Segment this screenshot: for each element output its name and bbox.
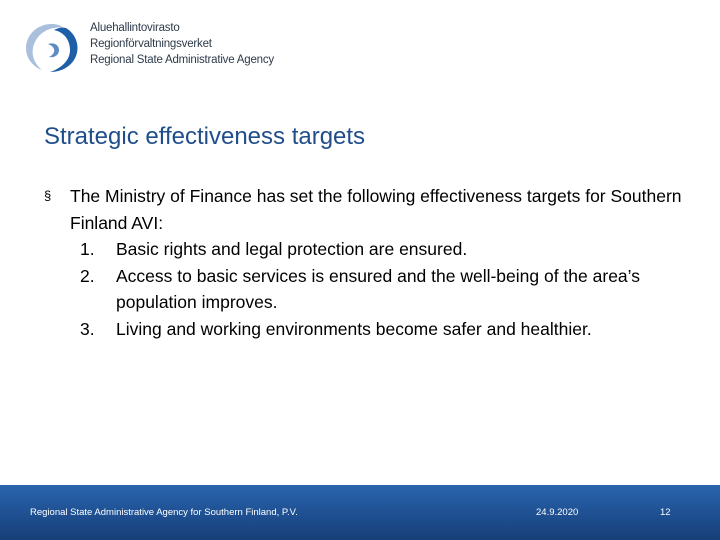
org-name-finnish: Aluehallintovirasto (90, 22, 180, 34)
org-name-swedish: Regionförvaltningsverket (90, 38, 212, 50)
list-item (80, 316, 694, 343)
slide-title: Strategic effectiveness targets (44, 123, 366, 150)
list-item-text: Living and working environments become safer and healthier. (116, 318, 592, 339)
footer-bar (0, 485, 720, 540)
list-item-text: Access to basic services is ensured and the well-being of the area’s population improves. (116, 265, 640, 312)
list-item-text: Basic rights and legal protection are ensured. (116, 239, 468, 259)
slide-body (44, 183, 694, 342)
list-item (80, 263, 694, 316)
bullet-text: The Ministry of Finance has set the following effectiveness targets for Southern Finland AVI: (70, 186, 682, 233)
bullet-item (44, 183, 694, 236)
list-number: 3. (80, 318, 95, 339)
page-number: 12 (660, 507, 671, 518)
list-number: 1. (80, 239, 95, 259)
list-number: 2. (80, 265, 95, 286)
square-bullet-icon: § (44, 188, 52, 203)
organization-names (90, 20, 274, 68)
avi-logo-icon (22, 20, 82, 74)
footer-organization: Regional State Administrative Agency for Southern Finland, P.V. (30, 507, 298, 518)
numbered-list (80, 236, 694, 342)
list-item (80, 236, 694, 263)
footer-date: 24.9.2020 (536, 507, 579, 518)
org-name-english: Regional State Administrative Agency (90, 54, 274, 66)
